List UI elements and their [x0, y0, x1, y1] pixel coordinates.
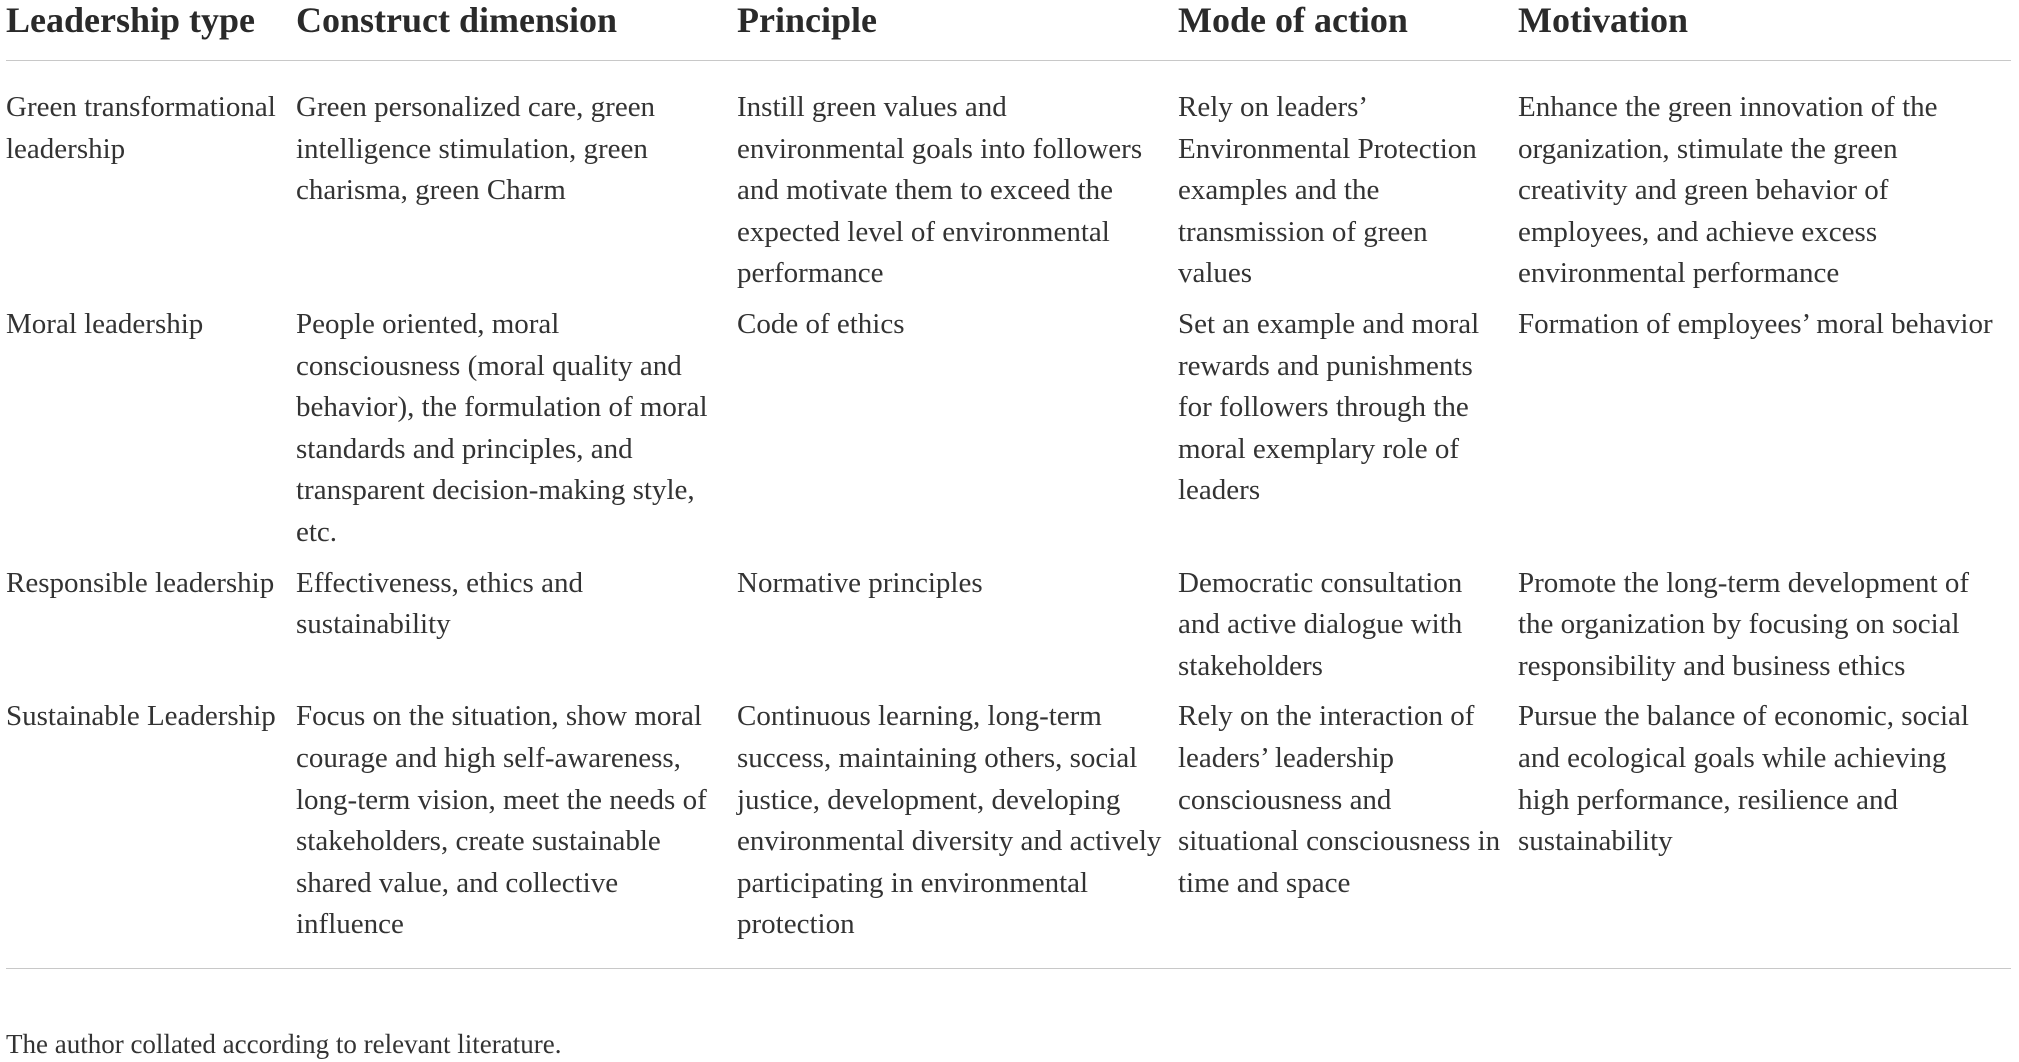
- leadership-table-container: [6, 0, 2011, 969]
- header-construct-dimension: Construct dimension: [296, 0, 737, 61]
- cell-leadership-type: Sustainable Leadership: [6, 696, 296, 968]
- cell-leadership-type: Moral leadership: [6, 307, 204, 340]
- header-mode-of-action: Mode of action: [1178, 0, 1518, 61]
- table-header-row: [6, 0, 2011, 61]
- header-motivation: Motivation: [1518, 0, 2011, 61]
- table-row: [6, 696, 2011, 968]
- table-row: [6, 61, 2011, 304]
- table-row: [6, 304, 2011, 563]
- table-row: [6, 563, 2011, 697]
- header-leadership-type: Leadership type: [6, 0, 296, 61]
- table-footnote: The author collated according to relevant literature.: [6, 1029, 562, 1059]
- cell-motivation: Formation of employees’ moral behavior: [1518, 307, 1993, 340]
- cell-mode-of-action: Rely on leaders’ Environmental Protection examples and the transmission of green values: [1178, 91, 1477, 290]
- cell-construct-dimension: Focus on the situation, show moral courage and high self-awareness, long-term vision, meet the needs of stakeholders, create sustainable shared value, and collective influence: [296, 696, 737, 968]
- leadership-comparison-table: [6, 0, 2011, 969]
- cell-principle: Continuous learning, long-term success, maintaining others, social justice, development, developing environmental diversity and actively participating in environmental protection: [737, 696, 1178, 968]
- header-principle: Principle: [737, 0, 1178, 61]
- cell-construct-dimension: Green personalized care, green intelligence stimulation, green charisma, green Charm: [296, 91, 656, 207]
- cell-leadership-type: Green transformational leadership: [6, 91, 276, 165]
- cell-mode-of-action: Democratic consultation and active dialogue with stakeholders: [1178, 566, 1463, 682]
- cell-mode-of-action: Set an example and moral rewards and punishments for followers through the moral exemplary role of leaders: [1178, 307, 1480, 507]
- cell-motivation: Enhance the green innovation of the organization, stimulate the green creativity and green behavior of employees, and achieve excess environmental performance: [1518, 91, 1938, 290]
- cell-principle: Normative principles: [737, 566, 983, 599]
- cell-construct-dimension: Effectiveness, ethics and sustainability: [296, 566, 583, 641]
- cell-leadership-type: Responsible leadership: [6, 566, 275, 599]
- cell-principle: Code of ethics: [737, 307, 905, 340]
- cell-motivation: Promote the long-term development of the organization by focusing on social responsibility and business ethics: [1518, 566, 1970, 682]
- cell-mode-of-action: Rely on the interaction of leaders’ leadership consciousness and situational consciousness in time and space: [1178, 696, 1518, 968]
- cell-construct-dimension: People oriented, moral consciousness (moral quality and behavior), the formulation of moral standards and principles, and transparent decision-making style, etc.: [296, 307, 708, 548]
- cell-principle: Instill green values and environmental goals into followers and motivate them to exceed the expected level of environmental performance: [737, 91, 1143, 290]
- cell-motivation: Pursue the balance of economic, social and ecological goals while achieving high performance, resilience and sustainability: [1518, 696, 2011, 968]
